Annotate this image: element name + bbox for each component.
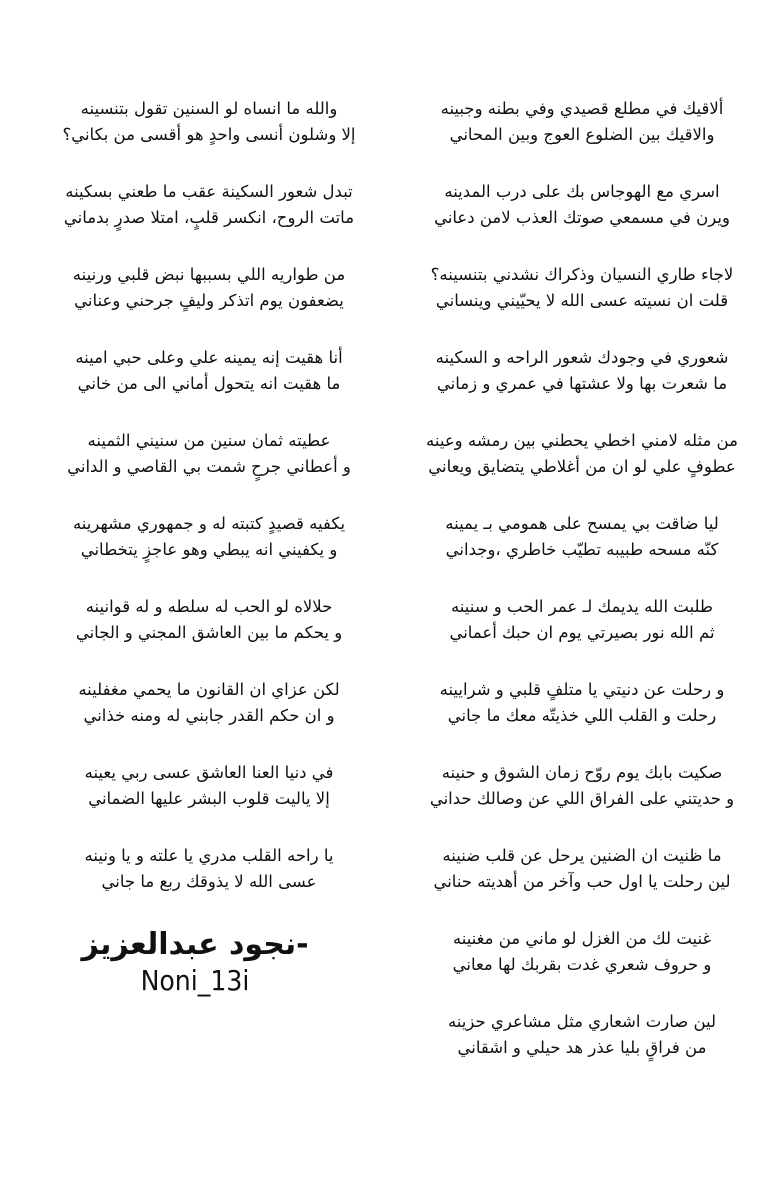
stanza bbox=[404, 428, 760, 511]
stanza bbox=[404, 262, 760, 345]
verse-line: ثم الله نور بصيرتي يوم ان حبك أعماني bbox=[449, 623, 715, 642]
poem-column-right bbox=[404, 96, 760, 1092]
verse-line: و أعطاني جرحٍ شمت بي القاصي و الداني bbox=[67, 457, 351, 476]
stanza bbox=[24, 179, 394, 262]
stanza bbox=[404, 594, 760, 677]
poem-column-left bbox=[24, 96, 394, 926]
stanza bbox=[24, 843, 394, 926]
verse-line: صكيت بابك يوم روّح زمان الشوق و حنينه bbox=[441, 763, 723, 782]
verse-line: ما هقيت انه يتحول أماني الى من خاني bbox=[77, 374, 341, 393]
verse-line: إلا ياليت قلوب البشر عليها الضماني bbox=[88, 789, 330, 808]
verse-line: عطيته ثمان سنين من سنيني الثمينه bbox=[87, 431, 331, 450]
verse-line: و يكفيني انه يبطي وهو عاجزٍ يتخطاني bbox=[80, 540, 338, 559]
verse-line: من مثله لامني اخطي يحطني بين رمشه وعينه bbox=[426, 431, 738, 450]
verse-line: و حديتني على الفراق اللي عن وصالك حداني bbox=[429, 789, 735, 808]
stanza bbox=[404, 345, 760, 428]
verse-line: اسري مع الهوجاس بك على درب المدينه bbox=[444, 182, 720, 201]
verse-line: تبدل شعور السكينة عقب ما طعني بسكينه bbox=[65, 182, 353, 201]
verse-line: يا راحه القلب مدري يا علته و يا ونينه bbox=[84, 846, 334, 865]
verse-line: ألاقيك في مطلع قصيدي وفي بطنه وجبينه bbox=[440, 99, 724, 118]
stanza bbox=[404, 677, 760, 760]
verse-line: عسى الله لا يذوقك ربع ما جاني bbox=[101, 872, 317, 891]
verse-line: و رحلت عن دنيتي يا متلفٍ قلبي و شرايينه bbox=[439, 680, 725, 699]
verse-line: كنّه مسحه طبيبه تطيّب خاطري ،وجداني bbox=[445, 540, 719, 559]
verse-line: يكفيه قصيدٍ كتبته له و جمهوري مشهرينه bbox=[72, 514, 346, 533]
verse-line: عطوفٍ علي لو ان من أغلاطي يتضايق ويعاني bbox=[428, 457, 736, 476]
verse-line: ما شعرت بها ولا عشتها في عمري و زماني bbox=[436, 374, 728, 393]
verse-line: يضعفون يوم اتذكر وليفٍ جرحني وعناني bbox=[74, 291, 344, 310]
author-handle: Noni_13i bbox=[140, 964, 250, 997]
stanza bbox=[404, 511, 760, 594]
verse-line: لاجاء طاري النسيان وذكراك نشدني بتنسينه؟ bbox=[430, 265, 734, 284]
author-signature bbox=[10, 926, 380, 998]
verse-line: و ان حكم القدر جابني له ومنه خذاني bbox=[83, 706, 335, 725]
verse-line: رحلت و القلب اللي خذيتّه معك ما جاني bbox=[447, 706, 717, 725]
stanza bbox=[24, 594, 394, 677]
verse-line: ماتت الروح، انكسر قلبٍ، امتلا صدرٍ بدماني bbox=[63, 208, 355, 227]
stanza bbox=[404, 843, 760, 926]
stanza bbox=[24, 760, 394, 843]
verse-line: طلبت الله يديمك لـ عمر الحب و سنينه bbox=[450, 597, 714, 616]
verse-line: في دنيا العنا العاشق عسى ربي يعينه bbox=[84, 763, 334, 782]
verse-line: إلا وشلون أنسى واحدٍ هو أقسى من بكاني؟ bbox=[62, 125, 356, 144]
verse-line: أنا هقيت إنه يمينه علي وعلى حبي امينه bbox=[75, 348, 343, 367]
verse-line: ويرن في مسمعي صوتك العذب لامن دعاني bbox=[434, 208, 730, 227]
stanza bbox=[24, 96, 394, 179]
verse-line: و حروف شعري غدت بقربك لها معاني bbox=[452, 955, 712, 974]
author-name: -نجود عبدالعزيز bbox=[81, 927, 309, 962]
stanza bbox=[24, 428, 394, 511]
verse-line: لين رحلت يا اول حب وآخر من أهديته حناني bbox=[433, 872, 731, 891]
verse-line: لكن عزاي ان القانون ما يحمي مغفلينه bbox=[78, 680, 340, 699]
verse-line: قلت ان نسيته عسى الله لا يحيّيني وينساني bbox=[435, 291, 729, 310]
stanza bbox=[24, 511, 394, 594]
verse-line: و يحكم ما بين العاشق المجني و الجاني bbox=[75, 623, 343, 642]
verse-line: غنيت لك من الغزل لو ماني من مغنينه bbox=[452, 929, 712, 948]
verse-line: من طواريه اللي بسببها نبض قلبي ورنينه bbox=[72, 265, 346, 284]
verse-line: لين صارت اشعاري مثل مشاعري حزينه bbox=[447, 1012, 717, 1031]
stanza bbox=[404, 926, 760, 1009]
verse-line: من فراقٍ بليا عذر هد حيلي و اشقاني bbox=[457, 1038, 707, 1057]
stanza bbox=[24, 677, 394, 760]
verse-line: شعوري في وجودك شعور الراحه و السكينه bbox=[435, 348, 729, 367]
verse-line: والاقيك بين الضلوع العوج وبين المحاني bbox=[449, 125, 715, 144]
stanza bbox=[24, 345, 394, 428]
stanza bbox=[24, 262, 394, 345]
stanza bbox=[404, 1009, 760, 1092]
verse-line: حلالاه لو الحب له سلطه و له قوانينه bbox=[85, 597, 333, 616]
stanza bbox=[404, 179, 760, 262]
stanza bbox=[404, 760, 760, 843]
verse-line: والله ما انساه لو السنين تقول بتنسينه bbox=[80, 99, 338, 118]
verse-line: ما ظنيت ان الضنين يرحل عن قلب ضنينه bbox=[442, 846, 722, 865]
stanza bbox=[404, 96, 760, 179]
verse-line: ليا ضاقت بي يمسح على همومي بـ يمينه bbox=[445, 514, 719, 533]
